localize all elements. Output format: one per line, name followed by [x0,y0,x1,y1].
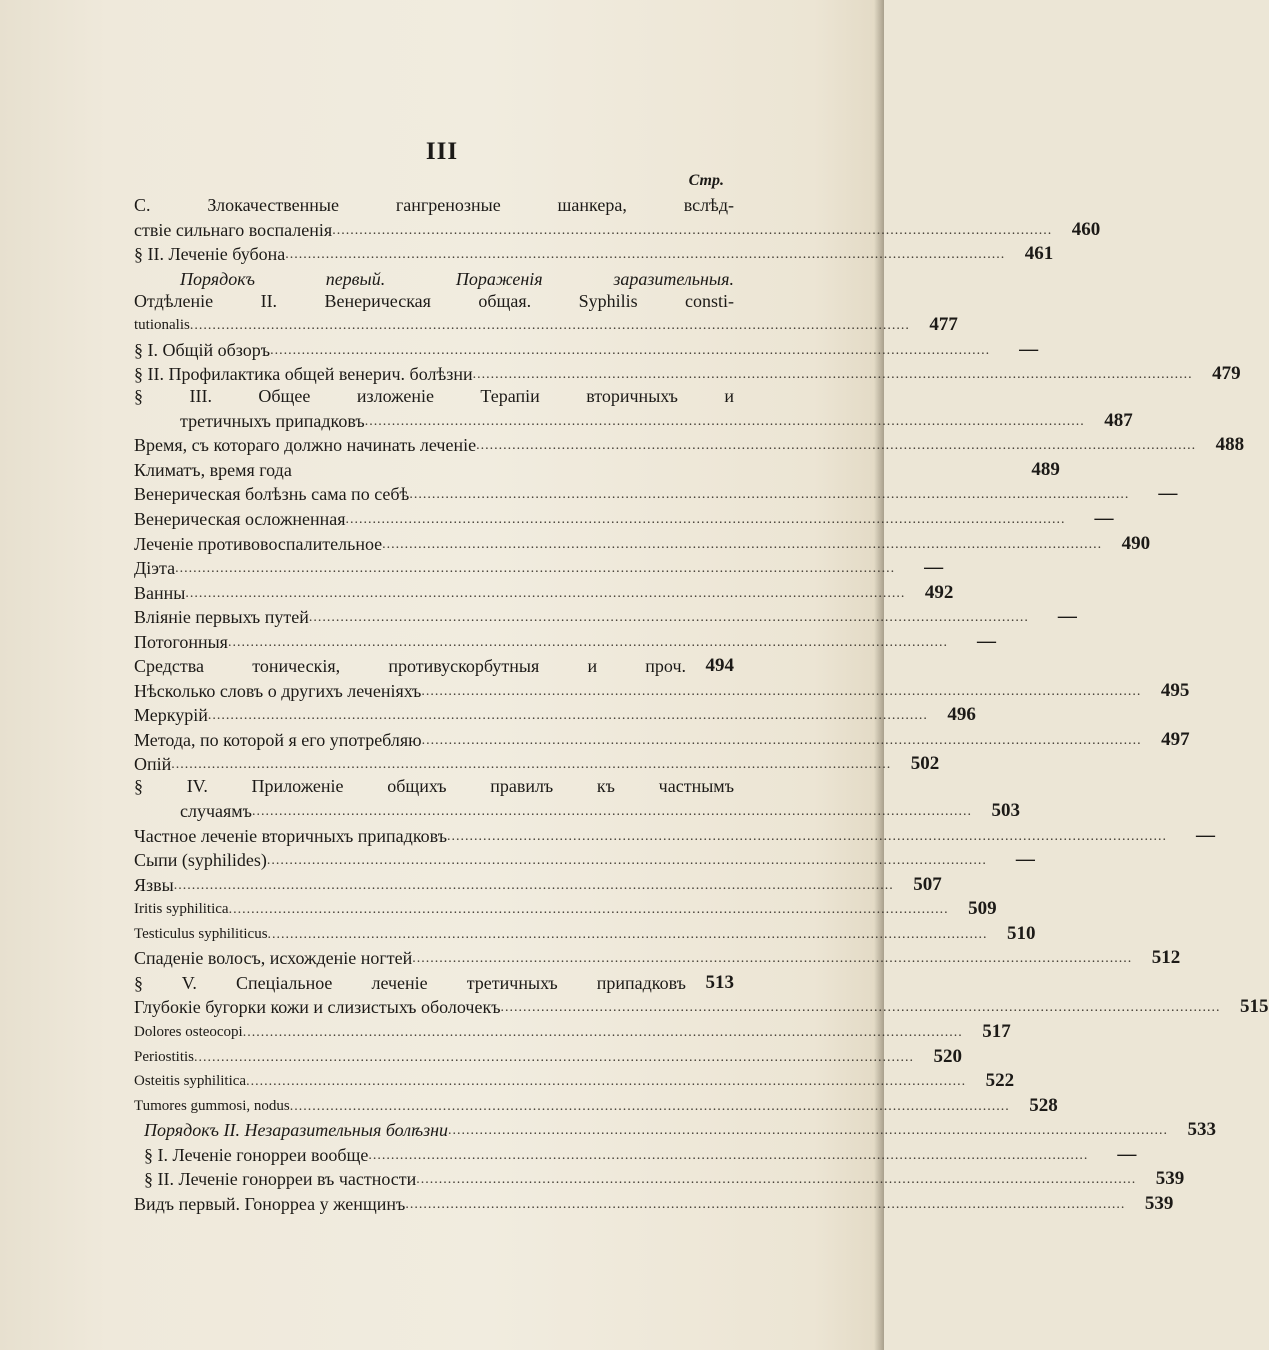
toc-entry-text: Венерическая болѣзнь сама по себѣ [134,484,410,505]
toc-entry [134,653,734,678]
toc-entry-text: Отдѣленіе II. Венерическая общая. Syphilis consti- [134,290,734,311]
toc-entry [134,969,734,994]
toc-entry-page: 539 [1155,1168,1185,1190]
toc-entry [134,579,954,604]
dot-leader [268,925,988,945]
toc-entry [134,1141,1137,1166]
dot-leader [473,365,1193,385]
toc-entry [134,1043,963,1068]
toc-entry-text: С. Злокачественные гангренозные шанкера, вслѣд- [134,195,734,215]
dot-leader [365,412,1085,432]
toc-entry [134,385,734,407]
toc-entry [134,822,1216,847]
toc-entry-page: 520 [933,1045,963,1067]
toc-entry-text: Вліяніе первыхъ путей [134,607,309,628]
toc-entry-text: Частное леченіе вторичныхъ припадковъ [134,825,448,846]
toc-entry-text: Время, съ котораго должно начинать леченіе [134,435,477,456]
toc-entry-text: § I. Леченіе гонорреи вообще [144,1144,369,1165]
toc-entry-text: Iritis syphilitica [134,901,229,918]
toc-entry [134,797,1020,822]
toc-entry [134,871,942,896]
toc-entry-text: Сыпи (syphilides) [134,850,267,871]
toc-entry-page: — [1057,606,1077,628]
toc-entry-page: 510 [1007,922,1036,944]
toc-entry-page: 528 [1029,1094,1058,1116]
toc-entry-page: 487 [1104,409,1133,431]
toc-entry-text: Венерическая осложненная [134,509,346,530]
toc-entry-page: 513 [705,971,734,993]
dot-leader [421,682,1141,702]
toc-entry [134,775,734,797]
toc-entry [134,530,1151,555]
toc-entry-page: — [1158,483,1178,505]
dot-leader [448,1121,1168,1141]
table-of-contents [134,194,1269,1215]
toc-entry-page: 515 [1240,996,1269,1018]
toc-entry-page: 461 [1024,243,1054,265]
dot-leader [447,827,1167,847]
dot-leader [368,1146,1088,1166]
toc-entry-text: Меркурій [134,705,208,726]
dot-leader [185,584,905,604]
toc-entry-page: 512 [1151,947,1181,969]
toc-entry-text: Потогонныя [134,631,228,652]
toc-entry-page: — [1019,338,1039,360]
toc-entry-text: tutionalis [134,317,190,334]
toc-entry-text: Periostitis [134,1048,195,1065]
toc-entry [134,1018,1011,1043]
toc-entry-page: — [1117,1143,1137,1165]
toc-entry-text: § III. Общее изложеніе Терапіи вторичныхъ и [134,386,734,407]
toc-entry [134,751,940,776]
dot-leader [290,1097,1010,1117]
toc-entry [134,481,1178,506]
toc-entry-text [134,1119,448,1141]
toc-entry [134,290,734,312]
toc-entry [134,726,1190,751]
toc-entry-text: Osteitis syphilitica [134,1073,247,1090]
toc-entry [134,555,944,580]
toc-entry-text: Глубокіе бугорки кожи и слизистыхъ оболочекъ [134,997,501,1018]
toc-entry-text: случаямъ [180,801,252,822]
toc-entry-text: третичныхъ припадковъ [180,410,365,431]
toc-entry [134,1190,1174,1215]
dot-leader [228,633,948,653]
toc-entry [134,241,1054,266]
dot-leader [175,559,895,579]
toc-entry [134,361,1241,386]
toc-entry [134,432,1245,457]
toc-entry [134,677,1190,702]
toc-entry-text: Метода, по которой я его употребляю [134,729,422,750]
toc-entry [134,702,976,727]
toc-entry [134,1092,1058,1117]
toc-entry-text: Спаденіе волосъ, исхожденіе ногтей [134,948,413,969]
toc-entry-text: § IV. Приложеніе общихъ правилъ къ частнымъ [134,776,734,797]
toc-entry-page: 460 [1071,218,1101,240]
toc-entry-page: 497 [1161,728,1190,750]
toc-entry-text: § II. Леченіе гонорреи въ частности [144,1169,417,1190]
toc-entry-page: 539 [1144,1192,1174,1214]
toc-entry-page: 503 [991,800,1020,822]
toc-entry-text: Tumores gummosi, nodus [134,1097,290,1114]
toc-entry-page: 489 [1031,458,1060,480]
toc-entry-page: 492 [924,581,954,603]
dot-leader [171,755,891,775]
dot-leader [270,341,990,361]
toc-entry-text: Testiculus syphiliticus [134,925,268,942]
toc-entry [134,945,1181,970]
toc-entry-text: ствіе сильнаго воспаленія [134,219,333,240]
toc-entry-text: § II. Леченіе бубона [134,244,286,265]
dot-leader [332,221,1052,241]
dot-leader [422,731,1142,751]
toc-entry-text: Средства тоническія, противускорбутныя и проч. [134,656,686,677]
dot-leader [267,851,987,871]
toc-entry-page: — [924,557,944,579]
toc-entry [134,628,996,653]
toc-entry-text: Діэта [134,558,176,579]
toc-entry [134,407,1133,432]
page-number: III [425,138,459,165]
toc-entry [134,994,1269,1019]
toc-entry-page: 477 [929,314,958,336]
toc-entry-page: 495 [1160,679,1190,701]
page-column-label: Стр. [688,172,724,189]
toc-entry-text: § I. Общій обзоръ [134,339,271,360]
toc-entry-page: 490 [1121,532,1151,554]
dot-leader [208,706,928,726]
toc-entry-page: 494 [705,655,734,677]
dot-leader [252,802,972,822]
toc-entry-text: § II. Профилактика общей венерич. болѣзни [134,364,473,385]
toc-section-heading: Порядокъ первый. Пораженія заразительныя. [180,268,734,289]
toc-entry [134,847,1035,872]
toc-entry [134,336,1039,361]
toc-entry [134,1166,1185,1191]
toc-section-heading: Порядокъ II. Незаразительныя болѣзни [144,1120,449,1141]
dot-leader [229,900,949,920]
toc-entry [134,456,1060,481]
toc-entry-page: 509 [968,898,997,920]
dot-leader [174,876,894,896]
toc-entry [134,216,1101,241]
toc-entry [134,505,1114,530]
dot-leader [412,949,1132,969]
dot-leader [382,535,1102,555]
toc-entry-page: 479 [1212,363,1241,385]
toc-entry-text: Нѣсколько словъ о другихъ леченіяхъ [134,680,422,701]
dot-leader [190,316,910,336]
toc-entry-page: — [1196,824,1216,846]
dot-leader [243,1023,963,1043]
dot-leader [405,1195,1125,1215]
toc-entry-text: Леченіе противовоспалительное [134,533,383,554]
toc-entry-page: 517 [982,1020,1011,1042]
toc-entry-text: Климатъ, время года [134,459,292,480]
toc-entry [134,896,997,921]
dot-leader [416,1170,1136,1190]
dot-leader [346,510,1066,530]
toc-entry-page: 488 [1215,434,1245,456]
dot-leader [285,245,1005,265]
toc-entry-text: Dolores osteocopi [134,1023,243,1040]
toc-entry-page: — [1015,849,1035,871]
dot-leader [194,1048,914,1068]
toc-entry [134,194,734,216]
toc-entry [134,265,734,290]
dot-leader [246,1072,966,1092]
toc-entry-text: § V. Спеціальное леченіе третичныхъ припадковъ [134,972,686,993]
toc-entry [134,1068,1015,1093]
dot-leader [501,998,1221,1018]
toc-entry [134,920,1036,945]
toc-entry-page: 522 [985,1070,1015,1092]
toc-entry-text: Видъ первый. Гонорреа у женщинъ [134,1193,406,1214]
toc-entry-text: Опій [134,754,172,775]
toc-entry-page: — [976,630,996,652]
toc-entry-text: Ванны [134,582,186,603]
toc-entry-text: Язвы [134,874,174,895]
toc-entry-page: 507 [913,873,942,895]
dot-leader [309,608,1029,628]
dot-leader [409,485,1129,505]
toc-entry [134,312,958,337]
toc-entry-page: 496 [947,704,976,726]
toc-entry-page: — [1094,508,1114,530]
dot-leader [476,436,1196,456]
toc-entry-page: 502 [910,753,940,775]
toc-entry [134,1117,1217,1142]
toc-entry [134,604,1077,629]
toc-entry-page: 533 [1187,1119,1217,1141]
